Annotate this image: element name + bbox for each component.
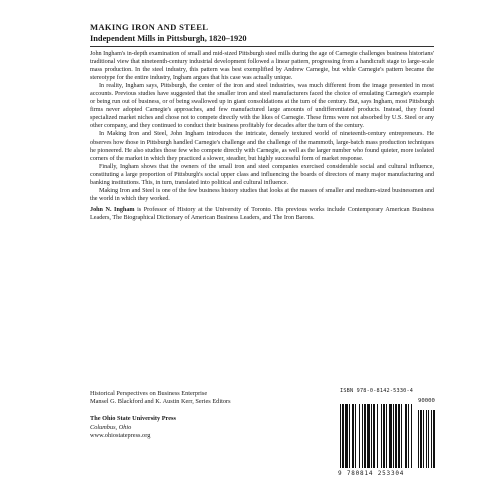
author-name: John N. Ingham — [90, 206, 135, 213]
barcode-bar — [381, 404, 382, 468]
barcode-bar — [408, 404, 409, 468]
barcode-block — [338, 388, 442, 482]
barcode-bar — [352, 404, 354, 468]
paragraph-1: John Ingham's in-depth examination of small and mid-sized Pittsburgh steel mills during the age of Carnegie challenges business historians' traditional view that nineteenth-century industrial development followed a linear pattern, progressing from a handicraft stage to large-scale mass production. In the steel industry, this pattern was best exemplified by Andrew Carnegie, but while Carnegie's pattern became the stereotype for the entire industry, Ingham argues that his case was actually unique. — [90, 51, 434, 82]
barcode-bar — [359, 404, 360, 468]
publisher-name: The Ohio State University Press — [90, 415, 176, 423]
barcode-bar — [362, 404, 363, 468]
barcode-bar — [401, 404, 402, 468]
barcode-bar — [431, 410, 432, 468]
barcode-bar — [355, 404, 356, 468]
paragraph-4: Finally, Ingham shows that the owners of the small iron and steel companies exercised considerable social and cultural influence, constituting a large proportion of Pittsburgh's social upper class and influencing the boards of directors of many major manufacturing and banking institutions. This, in turn, translated into political and cultural influence. — [90, 163, 434, 186]
series-editors: Mansel G. Blackford and K. Austin Kerr, Series Editors — [90, 398, 231, 406]
isbn-label: ISBN 978-0-8142-5330-4 — [340, 388, 414, 394]
paragraph-5: Making Iron and Steel is one of the few business history studies that looks at the masses of smaller and medium-sized businessmen and the world in which they worked. — [90, 187, 434, 202]
paragraph-3: In Making Iron and Steel, John Ingham introduces the intricate, densely textured world of nineteenth-century entrepreneurs. He observes how those in Pittsburgh handled Carnegie's challenge and the challenge of the mammoth, large-batch mass production techniques he pioneered. He also studies those few who compete directly with Carnegie, as well as the larger number who found quieter, more isolated corners of the market in which they practiced a slower, steadier, but highly successful form of market response. — [90, 131, 434, 162]
barcode-bar — [428, 410, 429, 468]
series-name: Historical Perspectives on Business Enterprise — [90, 390, 208, 397]
barcode-bar — [340, 404, 341, 468]
footer — [90, 390, 290, 440]
publisher-block — [90, 415, 290, 440]
barcode-bar — [423, 410, 424, 468]
author-bio-text: is Professor of History at the University of Toronto. His previous works include Contemporary American Business Leaders, The Biographical Dictionary of American Business Leaders, and The Iron Barons. — [90, 206, 434, 221]
barcode-bar — [383, 404, 385, 468]
header — [90, 22, 430, 43]
barcode-bar — [364, 404, 366, 468]
book-subtitle: Independent Mills in Pittsburgh, 1820–1920 — [90, 34, 247, 43]
description — [90, 50, 434, 222]
barcode-bar — [405, 404, 407, 468]
barcode-bar — [367, 404, 370, 468]
barcode-bar — [398, 404, 400, 468]
barcode-bar — [373, 404, 375, 468]
barcode-icon — [338, 404, 442, 470]
book-title: MAKING IRON AND STEEL — [90, 22, 209, 32]
price-code: 90000 — [418, 398, 435, 404]
barcode-bar — [418, 410, 419, 468]
barcode-bar — [433, 410, 435, 468]
publisher-city: Columbus, Ohio — [90, 423, 132, 431]
barcode-bar — [349, 404, 350, 468]
barcode-bar — [345, 404, 348, 468]
barcode-bar — [371, 404, 372, 468]
barcode-bar — [389, 404, 392, 468]
barcode-bar — [342, 404, 344, 468]
barcode-bar — [386, 404, 387, 468]
barcode-bar — [377, 404, 378, 468]
barcode-bar — [420, 410, 422, 468]
author-bio — [90, 206, 434, 222]
barcode-bar — [395, 404, 397, 468]
barcode-bar — [411, 404, 412, 468]
barcode-bar — [426, 410, 427, 468]
paragraph-2: In reality, Ingham says, Pittsburgh, the center of the iron and steel industries, was much different from the image presented in most accounts. Previous studies have suggested that the smaller iron and steel manufacturers faced the choice of emulating Carnegie's example or being run out of business, or of being swallowed up in giant consolidations at the turn of the century. But, says Ingham, most Pittsburgh firms never adopted Carnegie's approaches, and few manufactured large amounts of undifferentiated products. Instead, they found specialized market niches and chose not to compete directly with the likes of Carnegie. These firms were not absorbed by U.S. Steel or any other company, and they continued to conduct their business profitably for decades after the turn of the century. — [90, 83, 434, 130]
publisher-url: www.ohiostatepress.org — [90, 431, 151, 439]
barcode-digits: 9 780814 253304 — [338, 470, 405, 477]
barcode-bar — [393, 404, 394, 468]
header-rule — [90, 46, 434, 47]
